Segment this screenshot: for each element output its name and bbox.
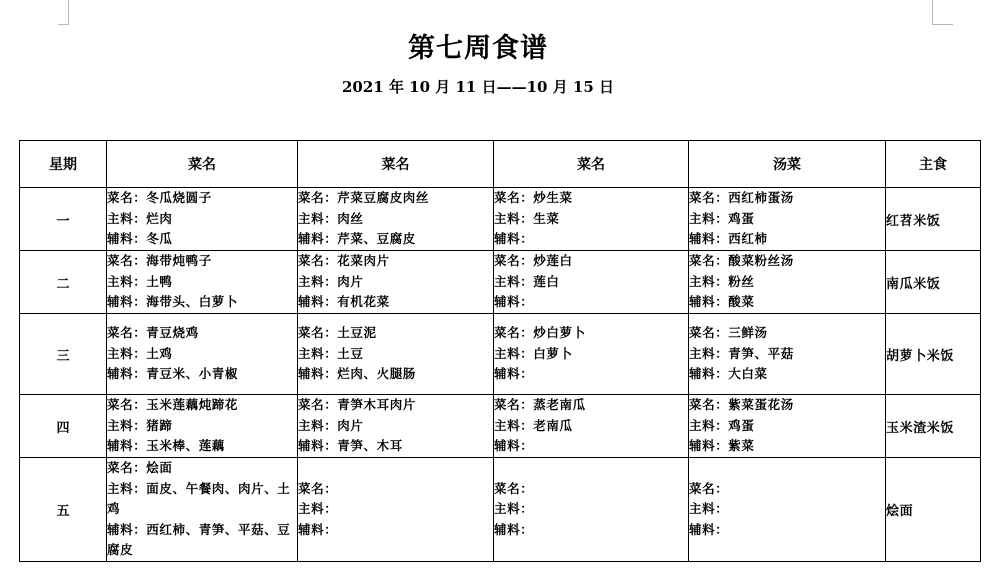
main-ingredient: 主料：肉片 xyxy=(298,417,364,433)
auxiliary-ingredient: 辅料：烂肉、火腿肠 xyxy=(298,366,416,382)
table-row xyxy=(20,458,981,562)
auxiliary-ingredient: 辅料： xyxy=(494,231,534,247)
page-corner-mark-left xyxy=(58,0,69,25)
soup-cell xyxy=(689,251,886,314)
dish-name: 菜名：土豆泥 xyxy=(298,325,377,341)
auxiliary-ingredient: 辅料： xyxy=(494,366,534,382)
main-ingredient: 主料：粉丝 xyxy=(689,273,755,289)
main-ingredient: 主料：老南瓜 xyxy=(494,417,573,433)
auxiliary-ingredient: 辅料：大白菜 xyxy=(689,366,768,382)
main-ingredient: 主料：烂肉 xyxy=(107,210,173,226)
dish-name: 菜名：青豆烧鸡 xyxy=(107,325,199,341)
header-dish-2: 菜名 xyxy=(298,141,494,188)
weekday-cell: 五 xyxy=(20,458,107,562)
main-ingredient: 主料：肉丝 xyxy=(298,210,364,226)
auxiliary-ingredient: 辅料：西红柿、青笋、平菇、豆腐皮 xyxy=(107,521,291,557)
dish-name: 菜名：紫菜蛋花汤 xyxy=(689,397,794,413)
auxiliary-ingredient: 辅料：芹菜、豆腐皮 xyxy=(298,231,416,247)
main-ingredient: 主料：土鸭 xyxy=(107,273,173,289)
soup-cell xyxy=(689,395,886,458)
dish-2-cell xyxy=(298,188,494,251)
main-ingredient: 主料：鸡蛋 xyxy=(689,417,755,433)
table-header-row xyxy=(20,141,981,188)
dish-name: 菜名：芹菜豆腐皮肉丝 xyxy=(298,190,430,206)
dish-name: 菜名：炒莲白 xyxy=(494,253,573,269)
dish-name: 菜名：海带炖鸭子 xyxy=(107,253,212,269)
dish-name: 菜名：花菜肉片 xyxy=(298,253,390,269)
dish-name: 菜名： xyxy=(298,480,338,496)
auxiliary-ingredient: 辅料：海带头、白萝卜 xyxy=(107,294,239,310)
dish-name: 菜名：青笋木耳肉片 xyxy=(298,397,416,413)
main-ingredient: 主料：土豆 xyxy=(298,345,364,361)
soup-cell xyxy=(689,314,886,395)
dish-2-cell xyxy=(298,251,494,314)
header-soup: 汤菜 xyxy=(689,141,886,188)
dish-1-cell xyxy=(107,188,298,251)
main-ingredient: 主料：土鸡 xyxy=(107,345,173,361)
menu-table xyxy=(19,140,981,562)
main-ingredient: 主料：生菜 xyxy=(494,210,560,226)
dish-3-cell xyxy=(494,251,689,314)
weekday-cell: 三 xyxy=(20,314,107,395)
weekday-cell: 一 xyxy=(20,188,107,251)
auxiliary-ingredient: 辅料：青豆米、小青椒 xyxy=(107,366,239,382)
auxiliary-ingredient: 辅料：西红柿 xyxy=(689,231,768,247)
auxiliary-ingredient: 辅料： xyxy=(689,521,729,537)
dish-name: 菜名： xyxy=(689,480,729,496)
main-ingredient: 主料：鸡蛋 xyxy=(689,210,755,226)
header-dish-3: 菜名 xyxy=(494,141,689,188)
main-ingredient: 主料：肉片 xyxy=(298,273,364,289)
staple-cell: 烩面 xyxy=(886,458,981,562)
soup-cell xyxy=(689,458,886,562)
weekday-cell: 四 xyxy=(20,395,107,458)
dish-2-cell xyxy=(298,395,494,458)
auxiliary-ingredient: 辅料： xyxy=(494,294,534,310)
auxiliary-ingredient: 辅料：青笋、木耳 xyxy=(298,438,403,454)
main-ingredient: 主料： xyxy=(298,501,338,516)
dish-name: 菜名：酸菜粉丝汤 xyxy=(689,253,794,269)
auxiliary-ingredient: 辅料：有机花菜 xyxy=(298,294,390,310)
dish-name: 菜名：玉米莲藕炖蹄花 xyxy=(107,397,239,413)
staple-cell: 胡萝卜米饭 xyxy=(886,314,981,395)
main-ingredient: 主料：青笋、平菇 xyxy=(689,345,794,361)
header-weekday: 星期 xyxy=(20,141,107,188)
date-range: 2021 年 10 月 11 日——10 月 15 日 xyxy=(341,78,615,96)
main-ingredient: 主料：猪蹄 xyxy=(107,417,173,433)
page-corner-mark-right xyxy=(932,0,953,25)
auxiliary-ingredient: 辅料：玉米棒、莲藕 xyxy=(107,438,225,454)
header-dish-1: 菜名 xyxy=(107,141,298,188)
main-ingredient: 主料：面皮、午餐肉、肉片、土鸡 xyxy=(107,480,291,516)
dish-1-cell xyxy=(107,314,298,395)
dish-2-cell xyxy=(298,314,494,395)
dish-name: 菜名：蒸老南瓜 xyxy=(494,397,586,413)
dish-name: 菜名：烩面 xyxy=(107,460,173,475)
main-ingredient: 主料： xyxy=(689,501,729,516)
auxiliary-ingredient: 辅料：酸菜 xyxy=(689,294,755,310)
dish-3-cell xyxy=(494,314,689,395)
dish-name: 菜名：炒白萝卜 xyxy=(494,325,586,341)
weekday-cell: 二 xyxy=(20,251,107,314)
dish-name: 菜名：冬瓜烧圆子 xyxy=(107,190,212,206)
dish-name: 菜名：三鲜汤 xyxy=(689,325,768,341)
table-row xyxy=(20,314,981,395)
soup-cell xyxy=(689,188,886,251)
staple-cell: 玉米渣米饭 xyxy=(886,395,981,458)
dish-3-cell xyxy=(494,458,689,562)
auxiliary-ingredient: 辅料： xyxy=(494,438,534,454)
staple-cell: 红苕米饭 xyxy=(886,188,981,251)
header-staple: 主食 xyxy=(886,141,981,188)
table-row xyxy=(20,188,981,251)
dish-3-cell xyxy=(494,395,689,458)
auxiliary-ingredient: 辅料：冬瓜 xyxy=(107,231,173,247)
dish-2-cell xyxy=(298,458,494,562)
main-ingredient: 主料： xyxy=(494,501,534,516)
dish-1-cell xyxy=(107,251,298,314)
dish-1-cell xyxy=(107,458,298,562)
dish-1-cell xyxy=(107,395,298,458)
dish-name: 菜名： xyxy=(494,480,534,496)
page-title: 第七周食谱 xyxy=(408,33,548,64)
main-ingredient: 主料：莲白 xyxy=(494,273,560,289)
dish-name: 菜名：西红柿蛋汤 xyxy=(689,190,794,206)
auxiliary-ingredient: 辅料： xyxy=(494,521,534,537)
main-ingredient: 主料：白萝卜 xyxy=(494,345,573,361)
dish-name: 菜名：炒生菜 xyxy=(494,190,573,206)
auxiliary-ingredient: 辅料： xyxy=(298,521,338,537)
auxiliary-ingredient: 辅料：紫菜 xyxy=(689,438,755,454)
staple-cell: 南瓜米饭 xyxy=(886,251,981,314)
table-row xyxy=(20,251,981,314)
dish-3-cell xyxy=(494,188,689,251)
table-row xyxy=(20,395,981,458)
